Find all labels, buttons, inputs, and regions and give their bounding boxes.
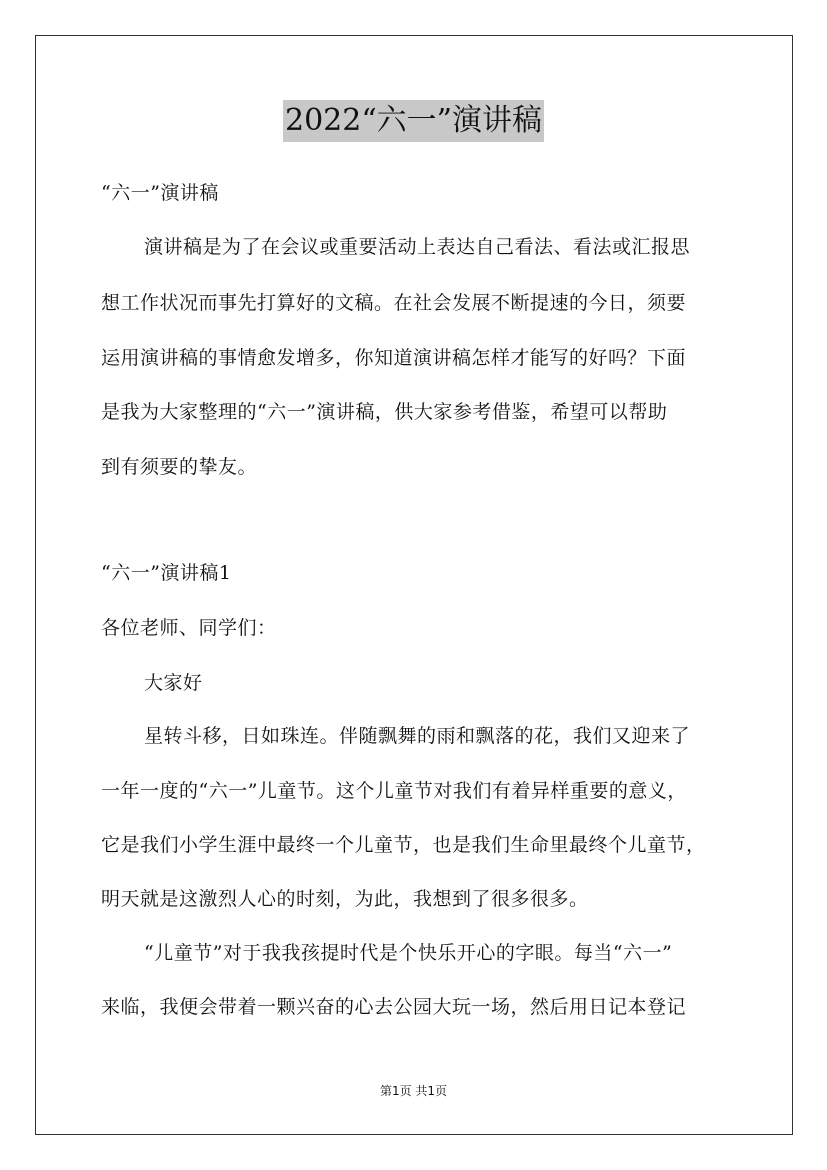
paragraph1-line-3: 它是我们小学生涯中最终一个儿童节，也是我们生命里最终个儿童节， [101, 834, 706, 856]
subtitle: “六一”演讲稿 [101, 182, 219, 204]
intro-line-3: 运用演讲稿的事情愈发增多，你知道演讲稿怎样才能写的好吗？下面 [101, 347, 687, 369]
intro-line-4: 是我为大家整理的“六一”演讲稿，供大家参考借鉴，希望可以帮助 [101, 401, 668, 423]
intro-line-5: 到有须要的挚友。 [101, 456, 258, 478]
document-title-wrap [0, 100, 827, 142]
paragraph2-line-2: 来临，我便会带着一颗兴奋的心去公园大玩一场，然后用日记本登记 [101, 996, 687, 1018]
greeting: 大家好 [144, 672, 203, 694]
paragraph1-line-2: 一年一度的“六一”儿童节。这个儿童节对我们有着异样重要的意义， [101, 780, 687, 802]
paragraph1-line-4: 明天就是这激烈人心的时刻，为此，我想到了很多很多。 [101, 888, 589, 910]
salutation: 各位老师、同学们： [101, 617, 277, 639]
page-footer: 第1页 共1页 [379, 1084, 448, 1098]
paragraph1-line-1: 星转斗移，日如珠连。伴随飘舞的雨和飘落的花，我们又迎来了 [144, 725, 691, 747]
intro-line-1: 演讲稿是为了在会议或重要活动上表达自己看法、看法或汇报思 [144, 236, 691, 258]
document-title: 2022“六一”演讲稿 [283, 100, 544, 142]
paragraph2-line-1: “儿童节”对于我我孩提时代是个快乐开心的字眼。每当“六一” [144, 942, 673, 964]
intro-line-2: 想工作状况而事先打算好的文稿。在社会发展不断提速的今日，须要 [101, 292, 687, 314]
section-title: “六一”演讲稿1 [101, 562, 232, 584]
